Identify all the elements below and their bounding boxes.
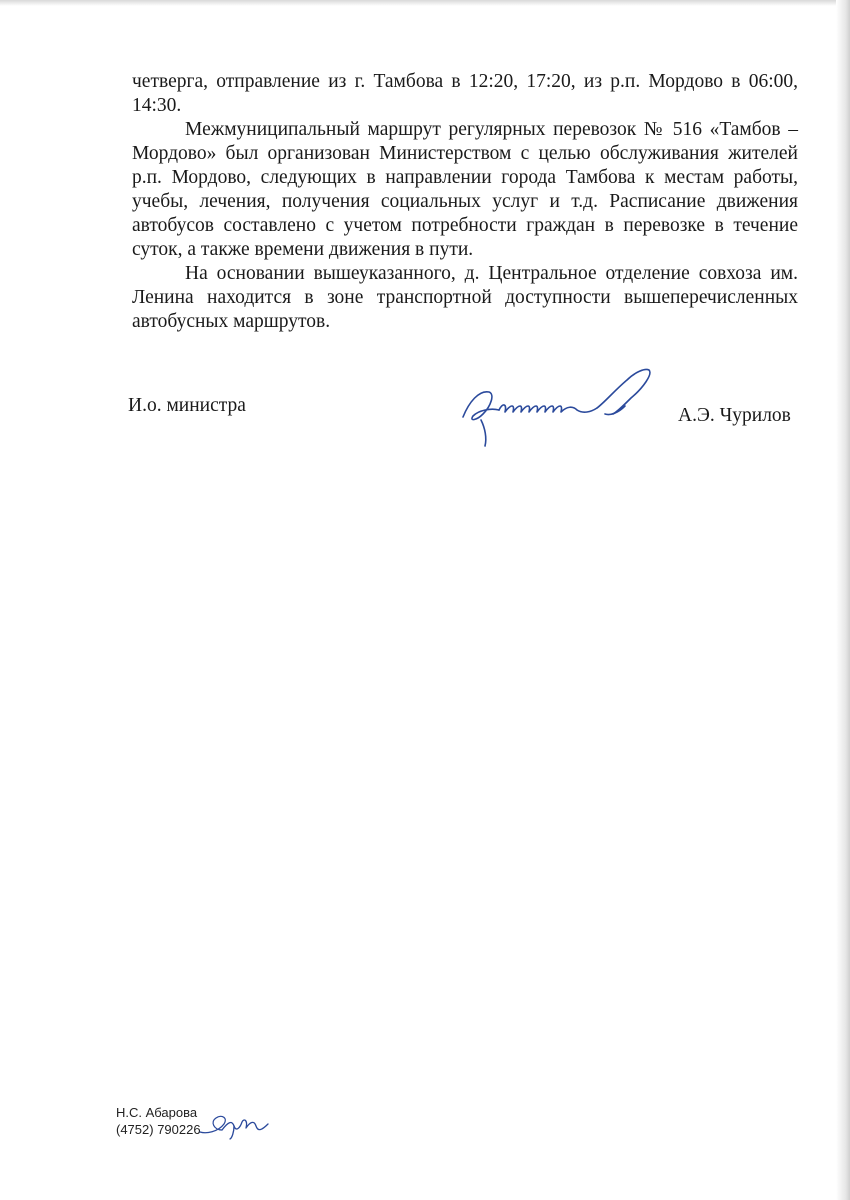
executor-name: Н.С. Абарова [116,1105,198,1120]
signatory-title: И.о. министра [128,395,246,416]
paragraph-conclusion: На основании вышеуказанного, д. Центральное отделение совхоза им. Ленина находится в зоне транспортной доступности вышеперечисленных автобусных маршрутов. [132,263,798,332]
executor-initials-signature [196,1108,276,1140]
executor-phone: (4752) 790226 [116,1122,201,1137]
executor-info [116,1104,201,1138]
paragraph-schedule: четверга, отправление из г. Тамбова в 12:20, 17:20, из р.п. Мордово в 06:00, 14:30. [132,71,798,116]
letter-body [132,70,798,334]
scan-edge-top [0,0,850,6]
paragraph-route-info: Межмуниципальный маршрут регулярных перевозок № 516 «Тамбов – Мордово» был организован Министерством с целью обслуживания жителей р.п. Мордово, следующих в направлении города Тамбова к местам работы, учебы, лечения, получения социальных услуг и т.д. Расписание движения автобусов составлено с учетом потребности граждан в перевозке в течение суток, а также времени движения в пути. [132,119,798,260]
signatory-name: А.Э. Чурилов [678,405,791,426]
scan-edge-right [836,0,850,1200]
handwritten-signature [455,362,665,452]
